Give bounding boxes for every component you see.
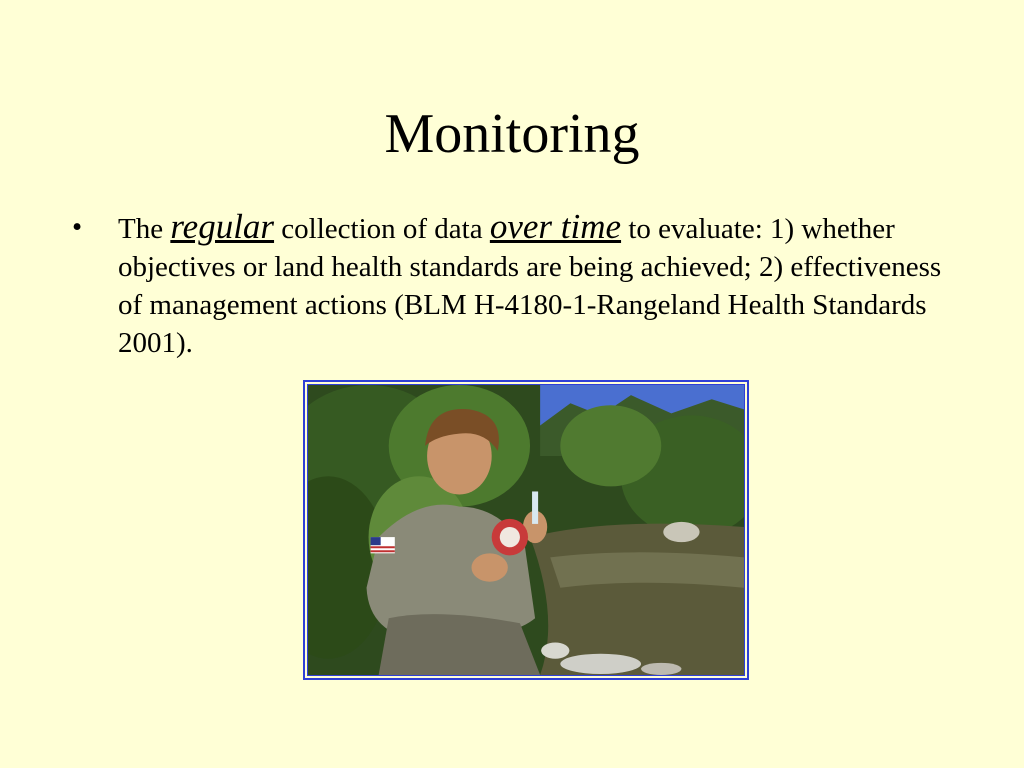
bullet-item (72, 208, 972, 362)
bullet-icon: • (72, 211, 83, 243)
emphasis-over-time: over time (489, 207, 622, 246)
bullet-text (118, 208, 972, 362)
slide-body (72, 208, 972, 362)
text-part-1: The (118, 213, 171, 245)
slide-title: Monitoring (384, 103, 640, 165)
emphasis-regular: regular (170, 207, 275, 246)
ranger-photo (307, 384, 745, 676)
photo-illustration (308, 385, 744, 675)
photo-frame (303, 380, 749, 680)
text-part-2: collection of data (274, 213, 490, 245)
text-part-3: to evaluate: 1) whether objectives or land health standards are being achieved; 2) effectiveness of management actions (BLM H-4180-1-Rangeland Health Standards 2001). (118, 213, 942, 359)
